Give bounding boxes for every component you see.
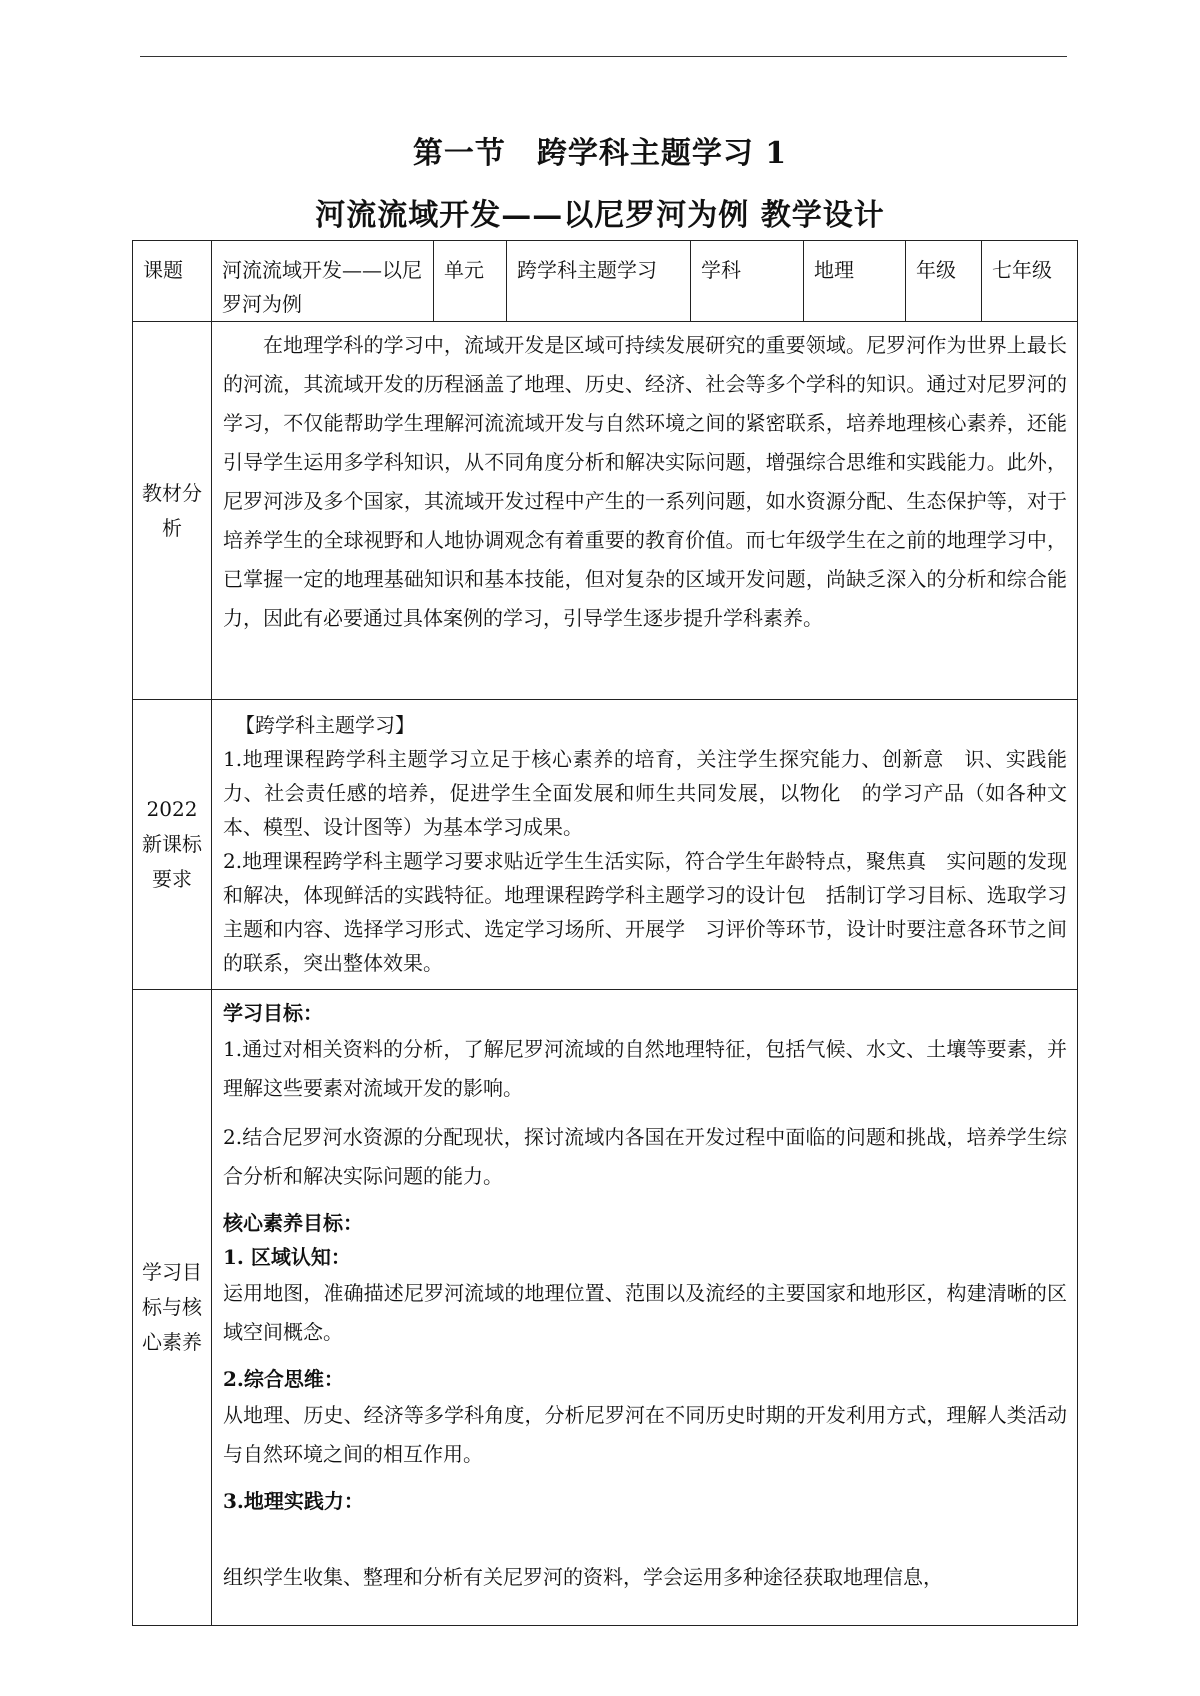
goal-1: 1.通过对相关资料的分析，了解尼罗河流域的自然地理特征，包括气候、水文、土壤等要素，并理解这些要素对流域开发的影响。: [223, 1037, 1067, 1100]
analysis-cell: [212, 322, 1078, 700]
subject-value: 地理: [804, 241, 906, 322]
grade-label: 年级: [906, 241, 982, 322]
document-subtitle: 河流流域开发——以尼罗河为例 教学设计: [315, 198, 885, 233]
subject-label: 学科: [691, 241, 804, 322]
standards-item-1: 1.地理课程跨学科主题学习立足于核心素养的培育，关注学生探究能力、创新意 识、实践能力、社会责任感的培养，促进学生全面发展和师生共同发展，以物化 的学习产品（如各种文本、模型、设计图等）为基本学习成果。: [223, 747, 1067, 839]
goals-heading: 学习目标：: [223, 1001, 323, 1025]
header-rule: [140, 56, 1067, 57]
topic-value: 河流流域开发——以尼罗河为例: [212, 241, 434, 322]
document-title: 第一节 跨学科主题学习 1: [412, 136, 788, 171]
lesson-plan-table: [132, 240, 1078, 1626]
core-2-heading: 2.综合思维：: [223, 1367, 344, 1391]
header-row: [133, 241, 1078, 322]
core-3-heading: 3.地理实践力：: [223, 1489, 364, 1513]
analysis-label: 教材分析: [133, 322, 212, 700]
standards-label: 2022新课标要求: [133, 700, 212, 990]
goal-2: 2.结合尼罗河水资源的分配现状，探讨流域内各国在开发过程中面临的问题和挑战，培养学生综合分析和解决实际问题的能力。: [223, 1125, 1067, 1188]
standards-cell: [212, 700, 1078, 990]
core-heading: 核心素养目标：: [223, 1211, 363, 1235]
core-3-text: 组织学生收集、整理和分析有关尼罗河的资料，学会运用多种途径获取地理信息，: [223, 1565, 943, 1589]
core-2-text: 从地理、历史、经济等多学科角度，分析尼罗河在不同历史时期的开发利用方式，理解人类活动与自然环境之间的相互作用。: [223, 1403, 1067, 1466]
analysis-row: [133, 322, 1078, 700]
standards-heading: 【跨学科主题学习】: [235, 713, 415, 737]
grade-value: 七年级: [982, 241, 1078, 322]
analysis-text: 在地理学科的学习中，流域开发是区域可持续发展研究的重要领域。尼罗河作为世界上最长的河流，其流域开发的历程涵盖了地理、历史、经济、社会等多个学科的知识。通过对尼罗河的学习，不仅能帮助学生理解河流流域开发与自然环境之间的紧密联系，培养地理核心素养，还能引导学生运用多学科知识，从不同角度分析和解决实际问题，增强综合思维和实践能力。此外，尼罗河涉及多个国家，其流域开发过程中产生的一系列问题，如水资源分配、生态保护等，对于培养学生的全球视野和人地协调观念有着重要的教育价值。而七年级学生在之前的地理学习中，已掌握一定的地理基础知识和基本技能，但对复杂的区域开发问题，尚缺乏深入的分析和综合能力，因此有必要通过具体案例的学习，引导学生逐步提升学科素养。: [223, 333, 1067, 630]
standards-item-2: 2.地理课程跨学科主题学习要求贴近学生生活实际，符合学生年龄特点，聚焦真 实问题的发现和解决，体现鲜活的实践特征。地理课程跨学科主题学习的设计包 括制订学习目标、选取学习主题和内容、选择学习形式、选定学习场所、开展学 习评价等环节，设计时要注意各环节之间的联系，突出整体效果。: [223, 849, 1067, 975]
goals-row: [133, 990, 1078, 1626]
unit-label: 单元: [434, 241, 507, 322]
unit-value: 跨学科主题学习: [507, 241, 691, 322]
standards-row: [133, 700, 1078, 990]
goals-label: 学习目标与核心素养: [133, 990, 212, 1626]
goals-cell: [212, 990, 1078, 1626]
core-1-text: 运用地图，准确描述尼罗河流域的地理位置、范围以及流经的主要国家和地形区，构建清晰的区域空间概念。: [223, 1281, 1067, 1344]
spacer: [223, 1518, 1067, 1558]
topic-label: 课题: [133, 241, 212, 322]
core-1-heading: 1. 区域认知：: [223, 1245, 351, 1269]
